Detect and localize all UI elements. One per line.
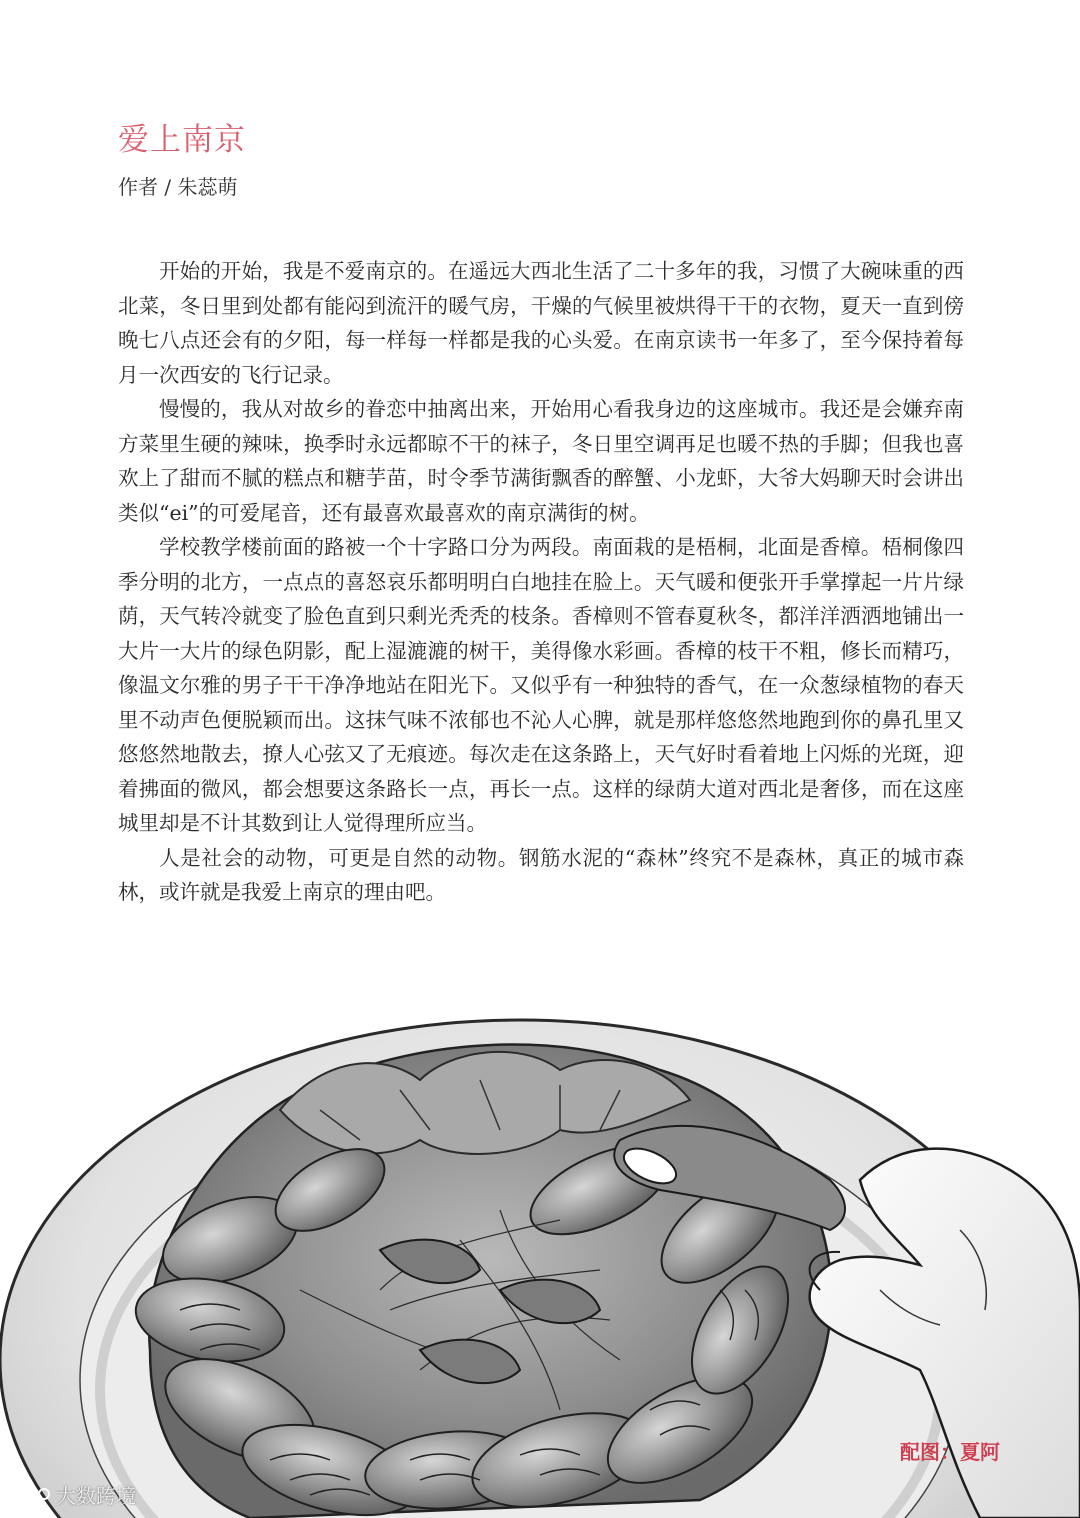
article-paragraph: 慢慢的，我从对故乡的眷恋中抽离出来，开始用心看我身边的这座城市。我还是会嫌弃南方菜里生硬的辣味，换季时永远都晾不干的袜子，冬日里空调再足也暖不热的手脚；但我也喜欢上了甜而不腻的糕点和糖芋苗，时令季节满街飘香的醉蟹、小龙虾，大爷大妈聊天时会讲出类似“ei”的可爱尾音，还有最喜欢最喜欢的南京满街的树。 — [118, 397, 964, 525]
article-title: 爱上南京 — [118, 122, 246, 158]
article-paragraph: 学校教学楼前面的路被一个十字路口分为两段。南面栽的是梧桐，北面是香樟。梧桐像四季分明的北方，一点点的喜怒哀乐都明明白白地挂在脸上。天气暖和便张开手掌撑起一片片绿荫，天气转冷就变了脸色直到只剩光秃秃的枝条。香樟则不管春夏秋冬，都洋洋洒洒地铺出一大片一大片的绿色阴影，配上湿漉漉的树干，美得像水彩画。香樟的枝干不粗，修长而精巧，像温文尔雅的男子干干净净地站在阳光下。又似乎有一种独特的香气，在一众葱绿植物的春天里不动声色便脱颖而出。这抹气味不浓郁也不沁人心脾，就是那样悠悠然地跑到你的鼻孔里又悠悠然地散去，撩人心弦又了无痕迹。每次走在这条路上，天气好时看着地上闪烁的光斑，迎着拂面的微风，都会想要这条路长一点，再长一点。这样的绿荫大道对西北是奢侈，而在这座城里却是不计其数到让人觉得理所应当。 — [118, 535, 964, 835]
watermark-logo-icon — [8, 1480, 52, 1508]
article-byline: 作者 / 朱蕊萌 — [118, 175, 238, 199]
article-body — [118, 254, 964, 910]
crayfish-plate-illustration — [0, 990, 1080, 1518]
watermark-text: 大数跨境 — [56, 1483, 136, 1508]
article-paragraph: 人是社会的动物，可更是自然的动物。钢筋水泥的“森林”终究不是森林，真正的城市森林，或许就是我爱上南京的理由吧。 — [118, 845, 964, 904]
article-paragraph: 开始的开始，我是不爱南京的。在遥远大西北生活了二十多年的我，习惯了大碗味重的西北菜，冬日里到处都有能闷到流汗的暖气房，干燥的气候里被烘得干干的衣物，夏天一直到傍晚七八点还会有的夕阳，每一样每一样都是我的心头爱。在南京读书一年多了，至今保持着每月一次西安的飞行记录。 — [118, 259, 964, 387]
plate-drawing — [0, 990, 1080, 1518]
illustration-credit: 配图：夏阿 — [900, 1440, 1000, 1464]
watermark — [8, 1478, 136, 1510]
